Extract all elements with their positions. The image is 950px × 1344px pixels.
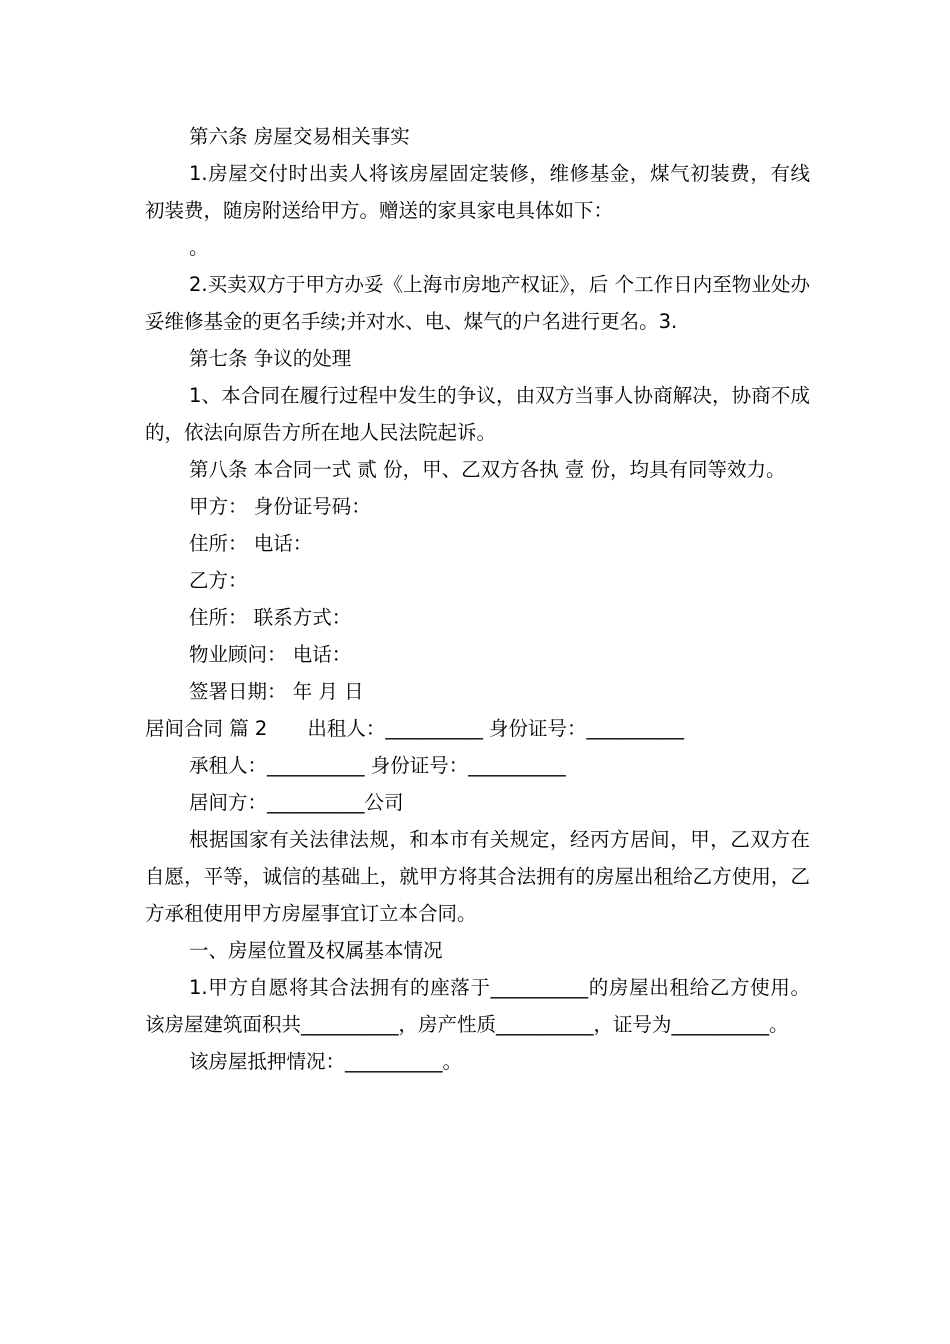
- lessor-line: 出租人：__________ 身份证号：__________: [307, 717, 685, 740]
- party-b-line: 乙方：: [189, 569, 248, 592]
- document-body: [145, 118, 810, 1080]
- party-a-line: 甲方： 身份证号码：: [189, 495, 371, 518]
- contract-2-preamble: 根据国家有关法律法规，和本市有关规定，经丙方居间，甲，乙双方在自愿，平等，诚信的基础上，就甲方将其合法拥有的房屋出租给乙方使用，乙方承租使用甲方房屋事宜订立本合同。: [145, 828, 810, 925]
- contract-2-title: 居间合同 篇 2: [145, 717, 268, 740]
- property-consultant-line: 物业顾问： 电话：: [189, 643, 352, 666]
- article-6-paragraph-1-end: 。: [189, 236, 209, 259]
- contract-2-header-line: [145, 710, 810, 747]
- party-a-address-line: 住所： 电话：: [189, 532, 313, 555]
- lessee-line: 承租人：__________ 身份证号：__________: [189, 754, 566, 777]
- section-1-title: 一、房屋位置及权属基本情况: [189, 939, 443, 962]
- article-7-paragraph-1: 1、本合同在履行过程中发生的争议，由双方当事人协商解决，协商不成的，依法向原告方所在地人民法院起诉。: [145, 384, 810, 444]
- intermediary-line: 居间方：__________公司: [189, 791, 404, 814]
- article-6-paragraph-1: 1.房屋交付时出卖人将该房屋固定装修，维修基金，煤气初装费，有线初装费，随房附送给甲方。赠送的家具家电具体如下：: [145, 162, 810, 222]
- article-8: 第八条 本合同一式 贰 份，甲、乙双方各执 壹 份，均具有同等效力。: [189, 458, 786, 481]
- article-7-title: 第七条 争议的处理: [189, 347, 352, 370]
- article-6-paragraph-2: 2.买卖双方于甲方办妥《上海市房地产权证》，后 个工作日内至物业处办妥维修基金的更名手续;并对水、电、煤气的户名进行更名。3.: [145, 273, 810, 333]
- sign-date-line: 签署日期： 年 月 日: [189, 680, 364, 703]
- party-b-address-line: 住所： 联系方式：: [189, 606, 352, 629]
- article-6-title: 第六条 房屋交易相关事实: [189, 125, 410, 148]
- section-1-paragraph-1: 1.甲方自愿将其合法拥有的座落于__________的房屋出租给乙方使用。该房屋建筑面积共__________，房产性质__________，证号为__________。: [145, 976, 810, 1036]
- mortgage-line: 该房屋抵押情况：__________。: [189, 1050, 463, 1073]
